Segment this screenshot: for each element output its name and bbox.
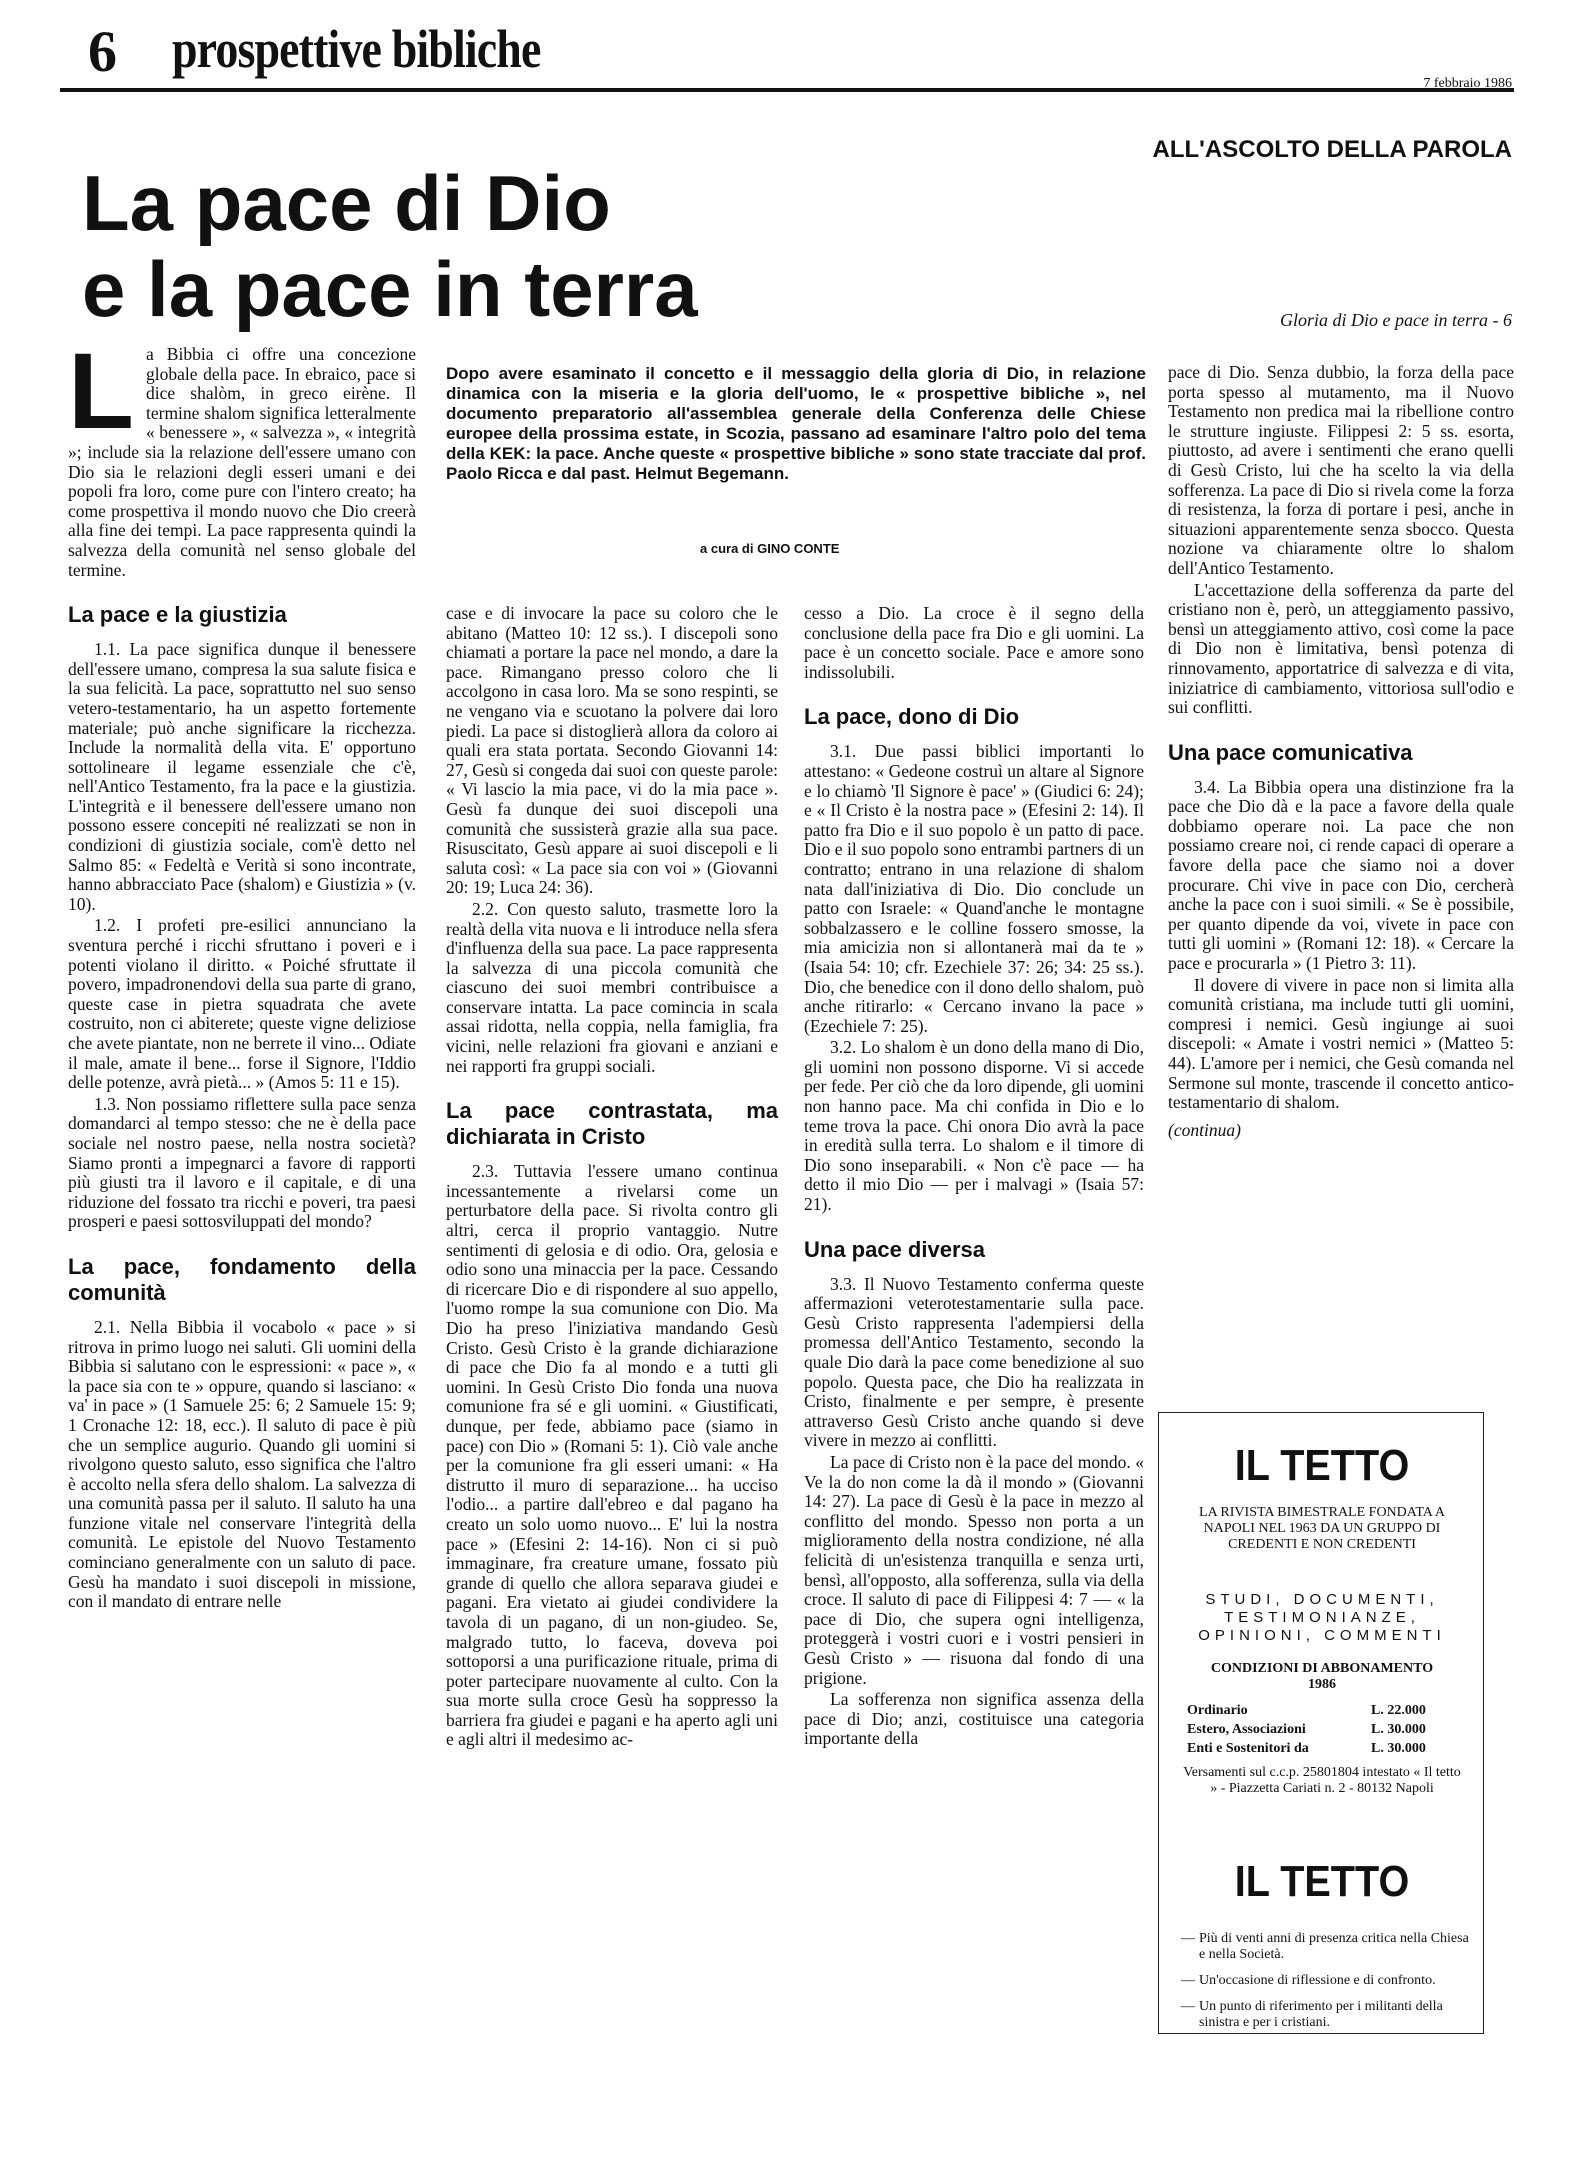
paragraph-2-1: 2.1. Nella Bibbia il vocabolo « pace » si ritrova in primo luogo nei saluti. Gli uomini della Bibbia si salutano con le espressioni: « pace », « la pace sia con te » oppure, quando si lasciano: « va' in pace » (1 Samuele 25: 6; 2 Samuele 15: 9; 1 Cronache 12: 18, ecc.). Il saluto di pace è più che un semplice augurio. Quando gli uomini si rivolgono questo saluto, esso significa che l'altro è accolto nella sfera dello shalom. La salvezza di una comunità passa per il saluto. Il saluto ha una funzione vitale nel conservare l'integrità della comunità. Le epistole del Nuovo Testamento cominciano generalmente con un saluto di pace. Gesù ha mandato i suoi discepoli in missione, con il mandato di entrare nelle	[68, 1316, 416, 1612]
drop-cap: L	[68, 330, 134, 451]
ad-description: LA RIVISTA BIMESTRALE FONDATA A NAPOLI NEL 1963 DA UN GRUPPO DI CREDENTI E NON CREDENTI	[1199, 1505, 1445, 1552]
article-column-2	[446, 604, 778, 1750]
paragraph-col4-b: L'accettazione della sofferenza da parte del cristiano non è, però, un atteggiamento passivo, bensì un atteggiamento attivo, così come la pace di Dio non è limitativa, bensì potenza di rinnovamento, apportatrice di salvezza e di vita, iniziatrice di cambiamento, vittoriosa sull'odio e sui conflitti.	[1168, 579, 1514, 718]
ad-bullet-list	[1181, 1931, 1471, 2041]
price-label: Estero, Associazioni	[1187, 1722, 1306, 1737]
article-column-1	[68, 330, 416, 1612]
headline-line-1: La pace di Dio	[82, 159, 611, 247]
price-row	[1187, 1720, 1463, 1739]
price-row	[1187, 1701, 1463, 1720]
ad-price-list	[1187, 1701, 1463, 1758]
paragraph-2-3-continued: cesso a Dio. La croce è il segno della conclusione della pace fra Dio e gli uomini. La pace è un concetto sociale. Pace e amore sono indissolubili.	[804, 603, 1144, 682]
paragraph-3-2: 3.2. Lo shalom è un dono della mano di Dio, gli uomini non possono disporne. Vi si accede per fede. Per ciò che da loro dipende, gli uomini non hanno pace. Ma chi confida in Dio e lo teme trova la pace. Chi onora Dio avrà la pace in eredità sulla terra. Lo shalom e il timore di Dio sono inseparabili. « Non c'è pace — ha detto il mio Dio — per i malvagi » (Isaia 57: 21).	[804, 1037, 1144, 1215]
heading-dono: La pace, dono di Dio	[804, 704, 1020, 730]
price-label: Enti e Sostenitori da	[1187, 1741, 1309, 1756]
curator-label: a cura di	[700, 541, 754, 556]
paragraph-3-4: 3.4. La Bibbia opera una distinzione fra la pace che Dio dà e la pace a favore della quale dobbiamo operare noi. La pace che non possiamo creare noi, ci rende capaci di operare a favore della pace che siamo noi a dover procurare. Chi vive in pace con Dio, cercherà anche la pace con i suoi simili. « Se è possibile, per quanto dipende da voi, vivete in pace con tutti gli uomini » (Romani 12: 18). « Cercare la pace e procurarla » (1 Pietro 3: 11).	[1168, 776, 1514, 974]
masthead-rule	[60, 88, 1514, 92]
headline-line-2: e la pace in terra	[82, 245, 698, 333]
price-label: Ordinario	[1187, 1703, 1248, 1718]
intro-text: a Bibbia ci offre una concezione globale della pace. In ebraico, pace si dice shalòm, in greco eirène. Il termine shalom significa letteralmente « benessere », « salvezza », « integrità »; include sia la relazione dell'essere umano con Dio sia le relazioni degli esseri umani e dei popoli fra loro, come pure con l'intero creato; ha come prospettiva il mondo nuovo che Dio creerà alla fine dei tempi. La pace rappresenta quindi la salvezza della comunità nel senso globale del termine.	[68, 344, 416, 580]
paragraph-3-3-b: La pace di Cristo non è la pace del mondo. « Ve la do non come la dà il mondo » (Giovanni 14: 27). La pace di Gesù è la pace in mezzo al conflitto del mondo. Spesso non porta a un miglioramento della nostra condizione, né alla felicità di un'esistenza tranquilla e senza urti, bensì, all'opposto, alla sofferenza, sulla via della croce. Il saluto di pace di Filippesi 4: 7 — « la pace di Dio, che supera ogni intelligenza, proteggerà i vostri cuori e i vostri pensieri in Gesù Cristo » — risuona dal fondo di una prigione.	[804, 1451, 1144, 1688]
article-column-4	[1168, 363, 1514, 1140]
ad-conditions	[1179, 1661, 1465, 1693]
price-value: L. 22.000	[1371, 1703, 1426, 1718]
series-tag: Gloria di Dio e pace in terra - 6	[1280, 310, 1512, 330]
ad-title-secondary: IL TETTO	[1234, 1857, 1410, 1906]
ad-bullet: — Un punto di riferimento per i militanti della sinistra e per i cristiani.	[1181, 1999, 1471, 2031]
heading-contrastata: La pace contrastata, ma dichiarata in Cristo	[446, 1098, 778, 1150]
intro-paragraph	[68, 330, 416, 580]
curator-name: GINO CONTE	[757, 541, 840, 556]
article-column-3	[804, 604, 1144, 1749]
headline	[82, 160, 698, 332]
paragraph-1-3: 1.3. Non possiamo riflettere sulla pace senza domandarci al tempo stesso: che ne è della pace sociale nel nostro paese, nella nostra società? Siamo pronti a impegnarci a favore di rapporti più giusti tra il lavoro e il capitale, e di una riduzione del fossato tra ricchi e poveri, tra paesi prosperi e paesi sottosviluppati del mondo?	[68, 1093, 416, 1232]
lead-paragraph: Dopo avere esaminato il concetto e il messaggio della gloria di Dio, in relazione dinamica con la miseria e la gloria dell'uomo, le « prospettive bibliche », nel documento preparatorio all'assemblea generale della Conferenza delle Chiese europee della prossima estate, in Scozia, passano ad esaminare l'altro polo del tema della KEK: la pace. Anche queste « prospettive bibliche » sono state tracciate dal prof. Paolo Ricca e dal past. Helmut Begemann.	[446, 364, 1146, 483]
il-tetto-advertisement	[1158, 1412, 1484, 2034]
ad-bullet: — Un'occasione di riflessione e di confronto.	[1181, 1973, 1471, 1989]
curator-credit	[700, 541, 839, 556]
masthead-title: prospettive bibliche	[172, 19, 541, 79]
paragraph-1-2: 1.2. I profeti pre-esilici annunciano la sventura perché i ricchi sfruttano i poveri e i potenti violano il diritto. « Poiché sfruttate il povero, impadronendovi della sua parte di grano, queste case in pietra squadrata che avete costruito, non ci abiterete; queste vigne deliziose che avete piantate, non ne berrete il vino... Odiate il male, amate il bene... forse il Signore, l'Iddio delle potenze, avrà pietà... » (Amos 5: 11 e 15).	[68, 915, 416, 1093]
paragraph-2-2: 2.2. Con questo saluto, trasmette loro la realtà della vita nuova e li introduce nella sfera d'influenza della sua pace. La pace rappresenta la salvezza di una piccola comunità che ciascuno dei suoi membri contribuisce a conservare intatta. La pace comincia in scala assai ridotta, nella coppia, nella famiglia, fra vicini, nelle relazioni fra giovani e anziani e nei rapporti fra gruppi sociali.	[446, 898, 778, 1076]
paragraph-1-1: 1.1. La pace significa dunque il benessere dell'essere umano, compresa la sua salute fisica e la sua felicità. La pace, soprattutto nel suo senso vetero-testamentario, ha un aspetto fortemente materiale; può anche significare la ricchezza. Include la normalità della vita. E' opportuno sottolineare il legame essenziale che c'è, nell'Antico Testamento, fra la pace e la giustizia. L'integrità e il benessere dell'essere umano non possono essere concepiti né realizzati se non in condizioni di giustizia sociale, com'è detto nel Salmo 85: « Fedeltà e Verità si sono incontrate, hanno abbracciato Pace (shalom) e Giustizia » (v. 10).	[68, 639, 416, 914]
section-label: ALL'ASCOLTO DELLA PAROLA	[1152, 136, 1512, 163]
ad-conditions-title: CONDIZIONI DI ABBONAMENTO	[1210, 1661, 1434, 1676]
page-number: 6	[88, 19, 118, 84]
ad-payment-info: Versamenti sul c.c.p. 25801804 intestato « Il tetto » - Piazzetta Cariati n. 2 - 80132 Napoli	[1183, 1765, 1461, 1796]
paragraph-3-3-c: La sofferenza non significa assenza della pace di Dio; anzi, costituisce una categoria importante della	[804, 1689, 1144, 1749]
continued-note: (continua)	[1168, 1119, 1241, 1140]
paragraph-3-1: 3.1. Due passi biblici importanti lo attestano: « Gedeone costruì un altare al Signore e lo chiamò 'Il Signore è pace' » (Giudici 6: 24); e « Il Cristo è la nostra pace » (Efesini 2: 14). Il patto fra Dio e il suo popolo è un patto di pace. Dio e il suo popolo sono entrambi partners di un contratto; entrano in una relazione di shalom nata dall'iniziativa di Dio. Dio conclude un patto con Israele: « Quand'anche le montagne sobbalzassero e le colline fossero smosse, la mia amicizia non si allontanerà mai da te » (Isaia 54: 10; cfr. Ezechiele 37: 26; 34: 25 ss.). Dio, che benedice con il dono dello shalom, può anche ritirarlo: « Cercano invano la pace » (Ezechiele 7: 25).	[804, 741, 1144, 1036]
heading-giustizia: La pace e la giustizia	[68, 602, 287, 628]
heading-diversa: Una pace diversa	[804, 1236, 985, 1262]
price-value: L. 30.000	[1371, 1722, 1426, 1737]
ad-tags: STUDI, DOCUMENTI, TESTIMONIANZE, OPINIONI, COMMENTI	[1198, 1591, 1446, 1644]
paragraph-col4-a: pace di Dio. Senza dubbio, la forza della pace porta spesso al mutamento, ma il Nuovo Testamento non predica mai la ribellione contro le strutture ingiuste. Filippesi 2: 5 ss. esorta, piuttosto, ad avere i sentimenti che erano quelli di Gesù Cristo, lui che ha scelto la via della sofferenza. La pace di Dio si rivela come la forza di resistenza, la forza di portare i pesi, anche in situazioni apparentemente senza sbocco. Questa nozione va chiaramente oltre lo shalom dell'Antico Testamento.	[1168, 362, 1514, 578]
ad-title: IL TETTO	[1234, 1441, 1410, 1490]
heading-fondamento: La pace, fondamento della comunità	[68, 1253, 416, 1305]
paragraph-3-4-b: Il dovere di vivere in pace non si limita alla comunità cristiana, ma include tutti gli uomini, compresi i nemici. Gesù ingiunge ai suoi discepoli: « Amate i vostri nemici » (Matteo 5: 44). L'amore per i nemici, che Gesù comanda nel Sermone sul monte, trascende il concetto antico-testamentario di shalom.	[1168, 974, 1514, 1113]
ad-bullet: — Più di venti anni di presenza critica nella Chiesa e nella Società.	[1181, 1931, 1471, 1963]
price-value: L. 30.000	[1371, 1741, 1426, 1756]
paragraph-2-3: 2.3. Tuttavia l'essere umano continua incessantemente a rivelarsi come un perturbatore della pace. Si rivolta contro gli altri, cerca il proprio vantaggio. Nutre sentimenti di gelosia e di odio. Ora, gelosia e odio sono una minaccia per la pace. Cessando di ricercare Dio e di rispondere al suo appello, l'uomo rompe la sua comunione con Dio. Ma Dio ha preso l'iniziativa mandando Gesù Cristo. Gesù Cristo è la grande dichiarazione di pace che Dio fa al mondo e a tutti gli uomini. In Gesù Cristo Dio fonda una nuova comunione fra sé e gli uomini. « Giustificati, dunque, per fede, abbiamo pace (siamo in pace) con Dio » (Romani 5: 1). Ciò vale anche per la comunione fra gli esseri umani: « Ha distrutto il muro di separazione... ha ucciso l'odio... a partire dall'ebreo e dal pagano ha creato un solo uomo nuovo... E' lui la nostra pace » (Efesini 2: 14-16). Non ci si può immaginare, fra creature umane, fossato più grande di quello che allora separava giudei e pagani. Era vietato ai giudei condividere la tavola di un pagano, di un non-giudeo. Se, malgrado tutto, lo faceva, doveva poi sottoporsi a una purificazione rituale, prima di poter partecipare nuovamente al culto. Con la sua morte sulla croce Gesù ha soppresso la barriera fra giudei e pagani e ha aperto agli uni e agli altri il medesimo ac-	[446, 1161, 778, 1750]
issue-date: 7 febbraio 1986	[1423, 76, 1512, 91]
paragraph-2-1-continued: case e di invocare la pace su coloro che le abitano (Matteo 10: 12 ss.). I discepoli sono chiamati a portare la pace nel mondo, a dare la pace. Rimangano presso coloro che li accolgono in casa loro. Ma se sono respinti, se ne vengano via e scuotano la polvere dai loro piedi. La pace si distoglierà allora da coloro ai quali era stata portata. Secondo Giovanni 14: 27, Gesù si congeda dai suoi con queste parole: « Vi lascio la mia pace, vi do la mia pace ». Gesù fa dunque dei suoi discepoli una comunità che sussisterà grazie alla sua pace. Risuscitato, Gesù appare ai suoi discepoli e li saluta così: « La pace sia con voi » (Giovanni 20: 19; Luca 24: 36).	[446, 603, 778, 898]
paragraph-3-3: 3.3. Il Nuovo Testamento conferma queste affermazioni veterotestamentarie sulla pace. Gesù Cristo rappresenta l'adempiersi della promessa dell'Antico Testamento, secondo la quale Dio darà la pace come benedizione al suo popolo. Questa pace, che Dio ha realizzata in Cristo, finalmente e per sempre, è presente attraverso Gesù Cristo anche quando si deve vivere in mezzo ai conflitti.	[804, 1273, 1144, 1451]
price-row	[1187, 1739, 1463, 1758]
ad-conditions-year: 1986	[1308, 1677, 1336, 1692]
heading-comunicativa: Una pace comunicativa	[1168, 739, 1413, 765]
